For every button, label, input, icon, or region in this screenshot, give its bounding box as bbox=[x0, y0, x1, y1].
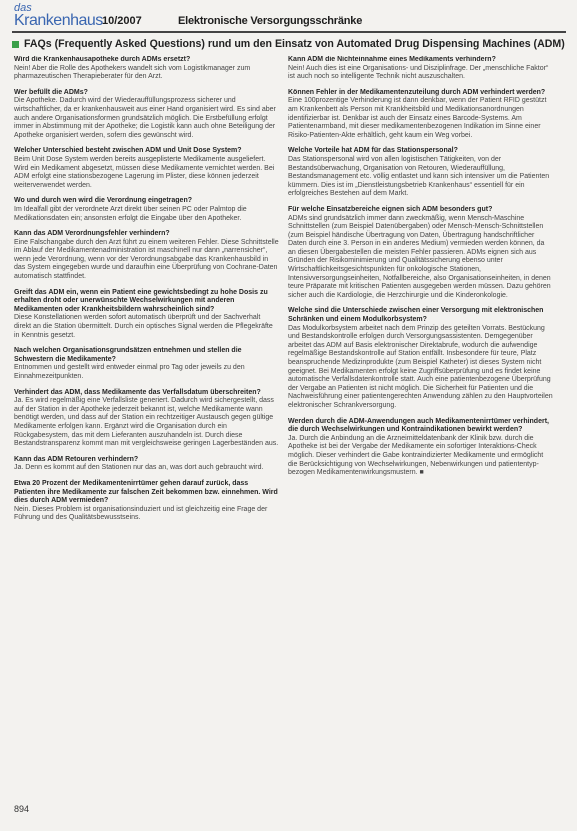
faq-question: Verhindert das ADM, dass Medikamente das Verfallsdatum überschreiten? bbox=[14, 388, 261, 396]
faq-question: Kann ADM die Nichteinnahme eines Medikaments verhindern? bbox=[288, 56, 496, 63]
faq-question: Können Fehler in der Medikamentenzuteilung durch ADM verhindert werden? bbox=[288, 88, 546, 96]
faq-answer: Im Idealfall gibt der verordnete Arzt direkt über seinen PC oder Palmtop die Medikationsdaten ein; ansonsten erfolgt die Eingabe über den Apotheker. bbox=[14, 205, 247, 222]
faq-answer: Ja. Denn es kommt auf den Stationen nur das an, was dort auch gebraucht wird. bbox=[14, 464, 264, 472]
faq-question: Greift das ADM ein, wenn ein Patient eine gewichtsbedingt zu hohe Dosis zu erhalten droht oder unerwünschte Wechselwirkungen mit anderen Medikamenten oder Krankheitsbildern wahrscheinlich sind? bbox=[14, 288, 268, 313]
page-header bbox=[10, 3, 565, 31]
faq-question: Welche sind die Unterschiede zwischen einer Versorgung mit elektronischen Schränken und einem Modulkorbsystem? bbox=[288, 307, 544, 324]
faq-question: Wer befüllt die ADMs? bbox=[14, 88, 88, 96]
faq-question: Kann das ADM Retouren verhindern? bbox=[14, 455, 139, 463]
faq-question: Wird die Krankenhausapotheke durch ADMs ersetzt? bbox=[14, 56, 191, 63]
faq-answer: Nein. Dieses Problem ist organisationsinduziert und ist gleichzeitig eine Frage der Führung und des Qualitätsbewusstseins. bbox=[14, 505, 268, 522]
faq-question: Für welche Einsatzbereiche eignen sich ADM besonders gut? bbox=[288, 205, 493, 213]
logo-prefix: das bbox=[14, 2, 32, 14]
faq-question: Nach welchen Organisationsgrundsätzen entnehmen und stellen die Schwestern die Medikamente? bbox=[14, 347, 242, 363]
faq-question: Werden durch die ADM-Anwendungen auch Medikamentenirrtümer verhindert, die durch Wechselwirkungen und Kontraindikationen bewirkt werden? bbox=[288, 417, 549, 434]
section-title: Elektronische Versorgungsschränke bbox=[178, 15, 363, 27]
faq-answer: Eine Falschangabe durch den Arzt führt zu einem weiteren Fehler. Diese Schnittstelle im Ablauf der Medikamentenadministration ist maschinell nur dann „narrensicher“, wenn jede Verordnung, wenn vor der Verordnungsabgabe das Krankenhausbild in das System eingegeben wurde und daraufhin eine Überprüfung von Cochrane-Daten automatisch stattfindet. bbox=[14, 238, 279, 281]
faq-answer: ADMs sind grundsätzlich immer dann zweckmäßig, wenn Mensch-Maschine Schnittstellen (zum Beispiel Datenübergaben) oder Mensch-Mensch-Schnittstellen (zum Beispiel händische Übertragung von Daten, Übertragung handschriftlicher Daten durch eine 3. Person in ein anderes Medium) vermieden werden können, da an diesen Übergabestellen die meisten Fehler passieren. ADMs eignen sich aus Gründen der Risikominimierung und Qualitätssicherung ebenso unter Wirtschaftlichkeitsgesichtspunkten für onkologische Stationen, Intensivversorgungseinheiten, Notfallbereiche, also Organisationseinheiten, in denen teure Präparate mit kritischen Patienten ausgegeben werden müssen. Dazu gehören sicher auch die Kardiologie, die Herzchirurgie und die Kinderonkologie. bbox=[288, 214, 551, 299]
faq-question: Etwa 20 Prozent der Medikamentenirrtümer gehen darauf zurück, dass Patienten ihre Medikamente zur falschen Zeit bekommen bzw. einnehmen. Wird dies durch ADM vermieden? bbox=[14, 479, 278, 505]
header-rule bbox=[12, 31, 566, 33]
issue-number: 10/2007 bbox=[102, 15, 142, 27]
faq-answer: Entnommen und gestellt wird entweder einmal pro Tag oder jeweils zu den Einnahmezeitpunkten. bbox=[14, 364, 245, 380]
faq-answer: Ja. Durch die Anbindung an die Arzneimitteldatenbank der Klinik bzw. durch die Apotheke ist bei der Vergabe der Medikamente ein sofortiger Interaktions-Check möglich. Dieser verhindert die Gabe kontraindizierter Medikamente und ermöglicht die Berücksichtigung von Wechselwirkungen, Nebenwirkungen und patiententyp-bezogen Medikamentenwirkungsmustern. ■ bbox=[288, 434, 544, 477]
right-column bbox=[288, 56, 553, 801]
faq-question: Kann das ADM Verordnungsfehler verhindern? bbox=[14, 230, 170, 238]
green-square-icon bbox=[12, 41, 19, 48]
faq-answer: Die Apotheke. Dadurch wird der Wiederauffüllungsprozess sicherer und wirtschaftlicher, da er krankenhausweit aus einer Hand organisiert wird. Es sind aber auch andere Organisationsformen grundsätzlich möglich. Die Erstbefüllung erfolgt immer in Abstimmung mit der Apotheke; die Logistik kann auch ohne Beteiligung der Apotheke organisiert werden, sofern dies gewünscht wird. bbox=[14, 97, 276, 139]
faq-answer: Ja. Es wird regelmäßig eine Verfallsliste generiert. Dadurch wird sichergestellt, dass auf der Station in der Apotheke jederzeit bekannt ist, welche Medikamente wann benötigt werden, und dass auf der Station ein rechtzeitiger Austausch gegen gültige Medikamente erfolgen kann. Ergänzt wird die Organisation durch ein Rückgabesystem, das mit dem Lieferanten auszuhandeln ist. Durch diese Bestandstransparenz kommt man mit vergleichsweise geringen Lagerbeständen aus. bbox=[14, 397, 279, 448]
faq-question: Wo und durch wen wird die Verordnung eingetragen? bbox=[14, 197, 192, 205]
left-column bbox=[14, 56, 279, 801]
article-title-row bbox=[12, 38, 566, 51]
article-title: FAQs (Frequently Asked Questions) rund um den Einsatz von Automated Drug Dispensing Machines (ADM) bbox=[24, 38, 565, 50]
faq-question: Welche Vorteile hat ADM für das Stationspersonal? bbox=[288, 147, 458, 155]
faq-answer: Beim Unit Dose System werden bereits ausgeplisterte Medikamente ausgeliefert. Wird ein Medikament abgesetzt, müssen diese Medikamente vernichtet werden. Bei ADM erfolgt eine stationsbezogene Lagerung im Plister, diese können jederzeit weiterverwendet werden. bbox=[14, 155, 275, 189]
magazine-logo: Krankenhaus bbox=[14, 12, 103, 29]
faq-answer: Das Stationspersonal wird von allen logistischen Tätigkeiten, von der Bestandsüberwachung, Organisation von Retouren, Wiederauffüllung, Bestandsmanagement etc. völlig entlastet und kann sich intensiver um die Patienten kümmern. Dies ist im „Dienstleistungsbetrieb Krankenhaus“ essentiell für ein erfolgreiches Bestehen auf dem Markt. bbox=[288, 155, 550, 198]
faq-answer: Nein! Aber die Rolle des Apothekers wandelt sich vom Logistikmanager zum pharmazeutischen Therapieberater für den Arzt. bbox=[14, 64, 251, 81]
faq-question: Welcher Unterschied besteht zwischen ADM und Unit Dose System? bbox=[14, 147, 242, 155]
faq-answer: Nein! Auch dies ist eine Organisations- und Disziplinfrage. Der „menschliche Faktor“ ist auch noch so intelligente Technik nicht auszuschalten. bbox=[288, 64, 549, 81]
page-number: 894 bbox=[14, 804, 30, 814]
faq-answer: Diese Konstellationen werden sofort automatisch überprüft und der Sachverhalt direkt an die Station übermittelt. Durch ein optisches Signal werden die Pflegekräfte in Kenntnis gesetzt. bbox=[14, 314, 273, 339]
faq-answer: Das Modulkorbsystem arbeitet nach dem Prinzip des geteilten Vorrats. Bestückung und Bestandskontrolle erfolgen durch Versorgungsassistenten. Demgegenüber arbeitet das ADM auf Basis elektronischer Direktabrufe, wodurch die aufwendige regelmäßige Bestandskontrolle auf Station entfällt. Insbesondere für teure, Platz beanspruchende Medizinprodukte (zum Beispiel Katheter) ist dieses System nicht geeignet. Bei Medikamenten erfolgt keine Zugriffsüberprüfung und es findet keine automatische Verfallsdatenkontrolle statt. Auch eine patientenbezogene Überprüfung der Vergabe an Patienten ist nicht möglich. Die Sicherheit für Patienten und die Nachweisführung einer patientengerechten Anwendung zählen zu den Hauptvorteilen elektronischer Schrankversorgung. bbox=[288, 324, 553, 409]
faq-answer: Eine 100prozentige Verhinderung ist dann denkbar, wenn der Patient RFID gestützt am Krankenbett als Person mit Krankheitsbild und Medikationsanordnungen identifizierbar ist. Denkbar ist auch der Einsatz eines Barcode-Systems. Am Patientenarmband, mit dieser medikamentenbezogenen Indikation im Sinne einer Risiko-Patienten-Akte erhältlich, geht kaum ein Weg vorbei. bbox=[288, 97, 547, 139]
